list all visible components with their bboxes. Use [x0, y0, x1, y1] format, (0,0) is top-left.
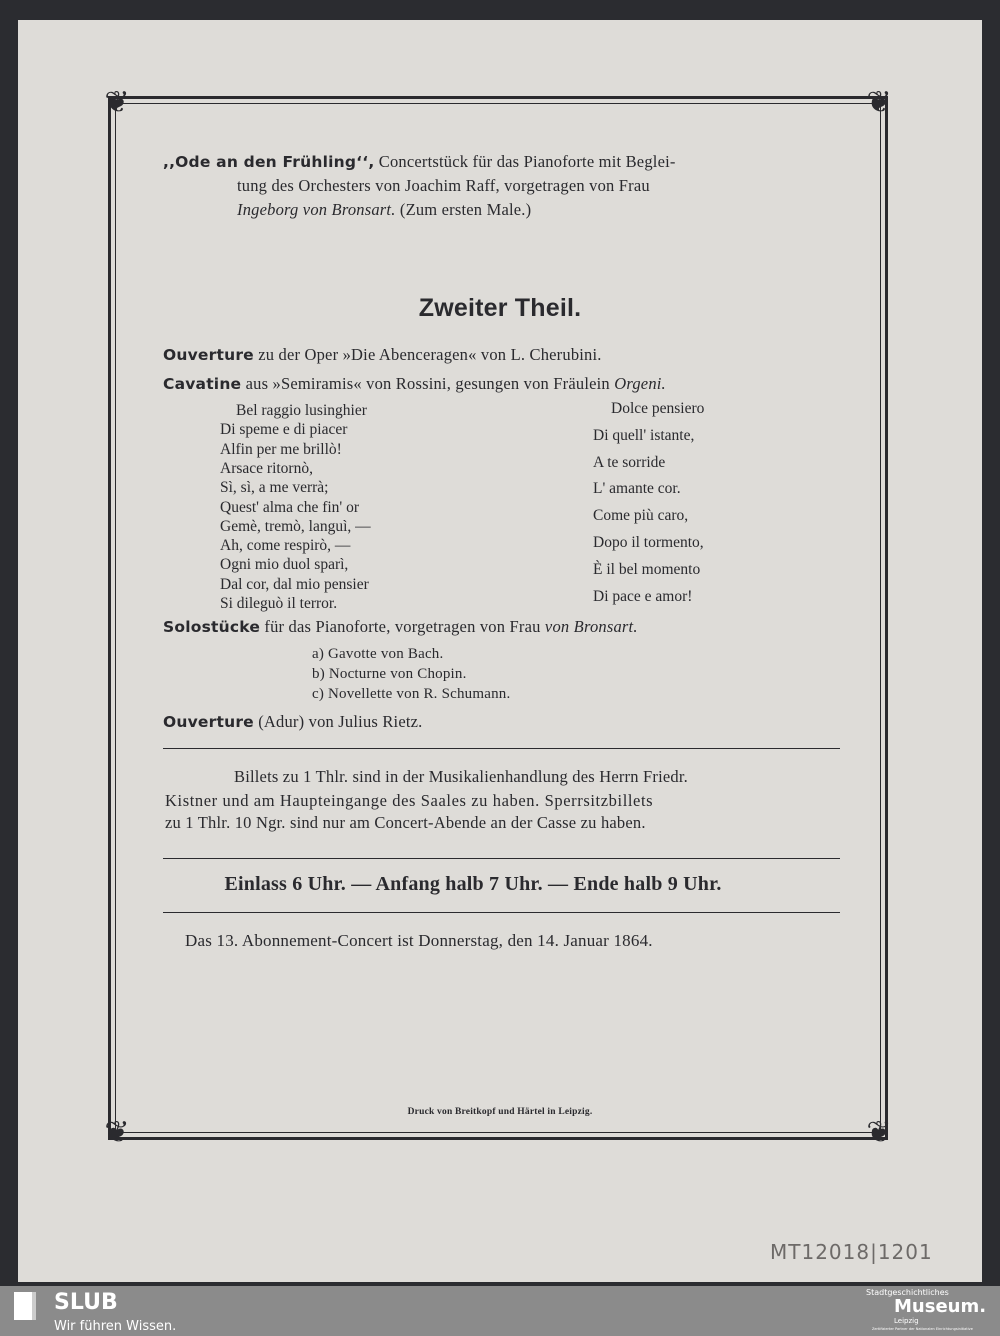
solo-item: c) Novellette von R. Schumann.: [312, 686, 511, 702]
label: Solostücke: [163, 618, 261, 636]
solo-item: a) Gavotte von Bach.: [312, 646, 444, 662]
solo: [163, 617, 638, 637]
corner-ornament-icon: ❦: [104, 1115, 130, 1150]
lyric-line-left: Si dileguò il terror.: [220, 595, 338, 612]
ode-title: ,,Ode an den Frühling‘‘,: [163, 153, 375, 171]
divider: [163, 748, 840, 749]
lyric-line-left: Sì, sì, a me verrà;: [220, 479, 329, 497]
lyric-line-left: Alfin per me brillò!: [220, 440, 342, 458]
ouverture-2: [163, 712, 422, 732]
tickets-line: Kistner und am Haupteingange des Saales zu haben. Sperrsitzbillets: [165, 791, 654, 810]
ode-note: (Zum ersten Male.): [399, 200, 532, 219]
tickets-line: Billets zu 1 Thlr. sind in der Musikalienhandlung des Herrn Friedr.: [234, 767, 688, 786]
shelfmark: MT12018|1201: [770, 1240, 933, 1264]
ouverture-1: [163, 345, 602, 365]
ode-line-1: [163, 152, 676, 172]
lyric-line-right: Come più caro,: [593, 507, 689, 525]
lyric-line-left: Di speme e di piacer: [220, 421, 348, 439]
museum-top: Stadtgeschichtliches: [866, 1288, 949, 1297]
next-concert: Das 13. Abonnement-Concert ist Donnerstag, den 14. Januar 1864.: [185, 931, 653, 950]
lyric-line-right: È il bel momento: [593, 560, 701, 578]
text: für das Pianoforte, vorgetragen von Frau: [264, 617, 541, 636]
corner-ornament-icon: ❦: [866, 1115, 892, 1150]
lyric-line-right: Dopo il tormento,: [593, 534, 704, 551]
times: Einlass 6 Uhr. — Anfang halb 7 Uhr. — Ende halb 9 Uhr.: [224, 873, 722, 895]
lyric-line-right: Dolce pensiero: [611, 400, 705, 417]
lyric-line-left: Ogni mio duol sparì,: [220, 556, 349, 574]
corner-ornament-icon: ❦: [866, 85, 892, 120]
divider: [163, 912, 840, 913]
lyric-line-left: Gemè, tremò, languì, —: [220, 517, 371, 535]
ode-line-2: tung des Orchesters von Joachim Raff, vorgetragen von Frau: [237, 176, 650, 195]
museum-note: Zertifizierter Partner der Nationalen Einrichtungsinitiative: [872, 1327, 973, 1331]
lyric-line-right: Di quell' istante,: [593, 426, 695, 444]
ode-performer: Ingeborg von Bronsart.: [237, 200, 396, 219]
lyric-line-left: Dal cor, dal mio pensier: [220, 575, 369, 593]
lyric-line-left: Ah, come respirò, —: [220, 537, 351, 555]
section-title: Zweiter Theil.: [418, 294, 582, 322]
footer-bar: [0, 1286, 1000, 1336]
singer: Orgeni.: [614, 374, 666, 393]
ode-text: Concertstück für das Pianoforte mit Beglei-: [378, 152, 676, 171]
divider: [163, 858, 840, 859]
label: Ouverture: [163, 346, 254, 364]
lyric-line-right: L' amante cor.: [593, 480, 681, 498]
museum-logo[interactable]: Museum.: [894, 1296, 987, 1317]
lyric-line-left: Quest' alma che fin' or: [220, 498, 360, 516]
printer-note: Druck von Breitkopf und Härtel in Leipzig.: [407, 1107, 593, 1117]
slub-tagline: Wir führen Wissen.: [54, 1319, 177, 1334]
label: Cavatine: [163, 375, 242, 393]
ode-line-3: [237, 200, 531, 220]
lyric-line-left: Arsace ritornò,: [220, 459, 313, 477]
lyric-line-left: Bel raggio lusinghier: [236, 402, 367, 419]
book-icon: [14, 1292, 36, 1320]
lyric-line-right: Di pace e amor!: [593, 587, 693, 605]
slub-logo[interactable]: SLUB: [54, 1290, 118, 1315]
museum-city: Leipzig: [894, 1317, 919, 1325]
text: zu der Oper »Die Abenceragen« von L. Cherubini.: [258, 345, 602, 364]
text: aus »Semiramis« von Rossini, gesungen von Fräulein: [245, 374, 610, 393]
performer: von Bronsart.: [544, 617, 638, 636]
lyric-line-right: A te sorride: [593, 453, 666, 471]
cavatine: [163, 374, 666, 394]
solo-item: b) Nocturne von Chopin.: [312, 666, 467, 682]
text: (Adur) von Julius Rietz.: [258, 712, 423, 731]
tickets-line: zu 1 Thlr. 10 Ngr. sind nur am Concert-Abende an der Casse zu haben.: [165, 813, 646, 832]
label: Ouverture: [163, 713, 254, 731]
corner-ornament-icon: ❦: [104, 85, 130, 120]
